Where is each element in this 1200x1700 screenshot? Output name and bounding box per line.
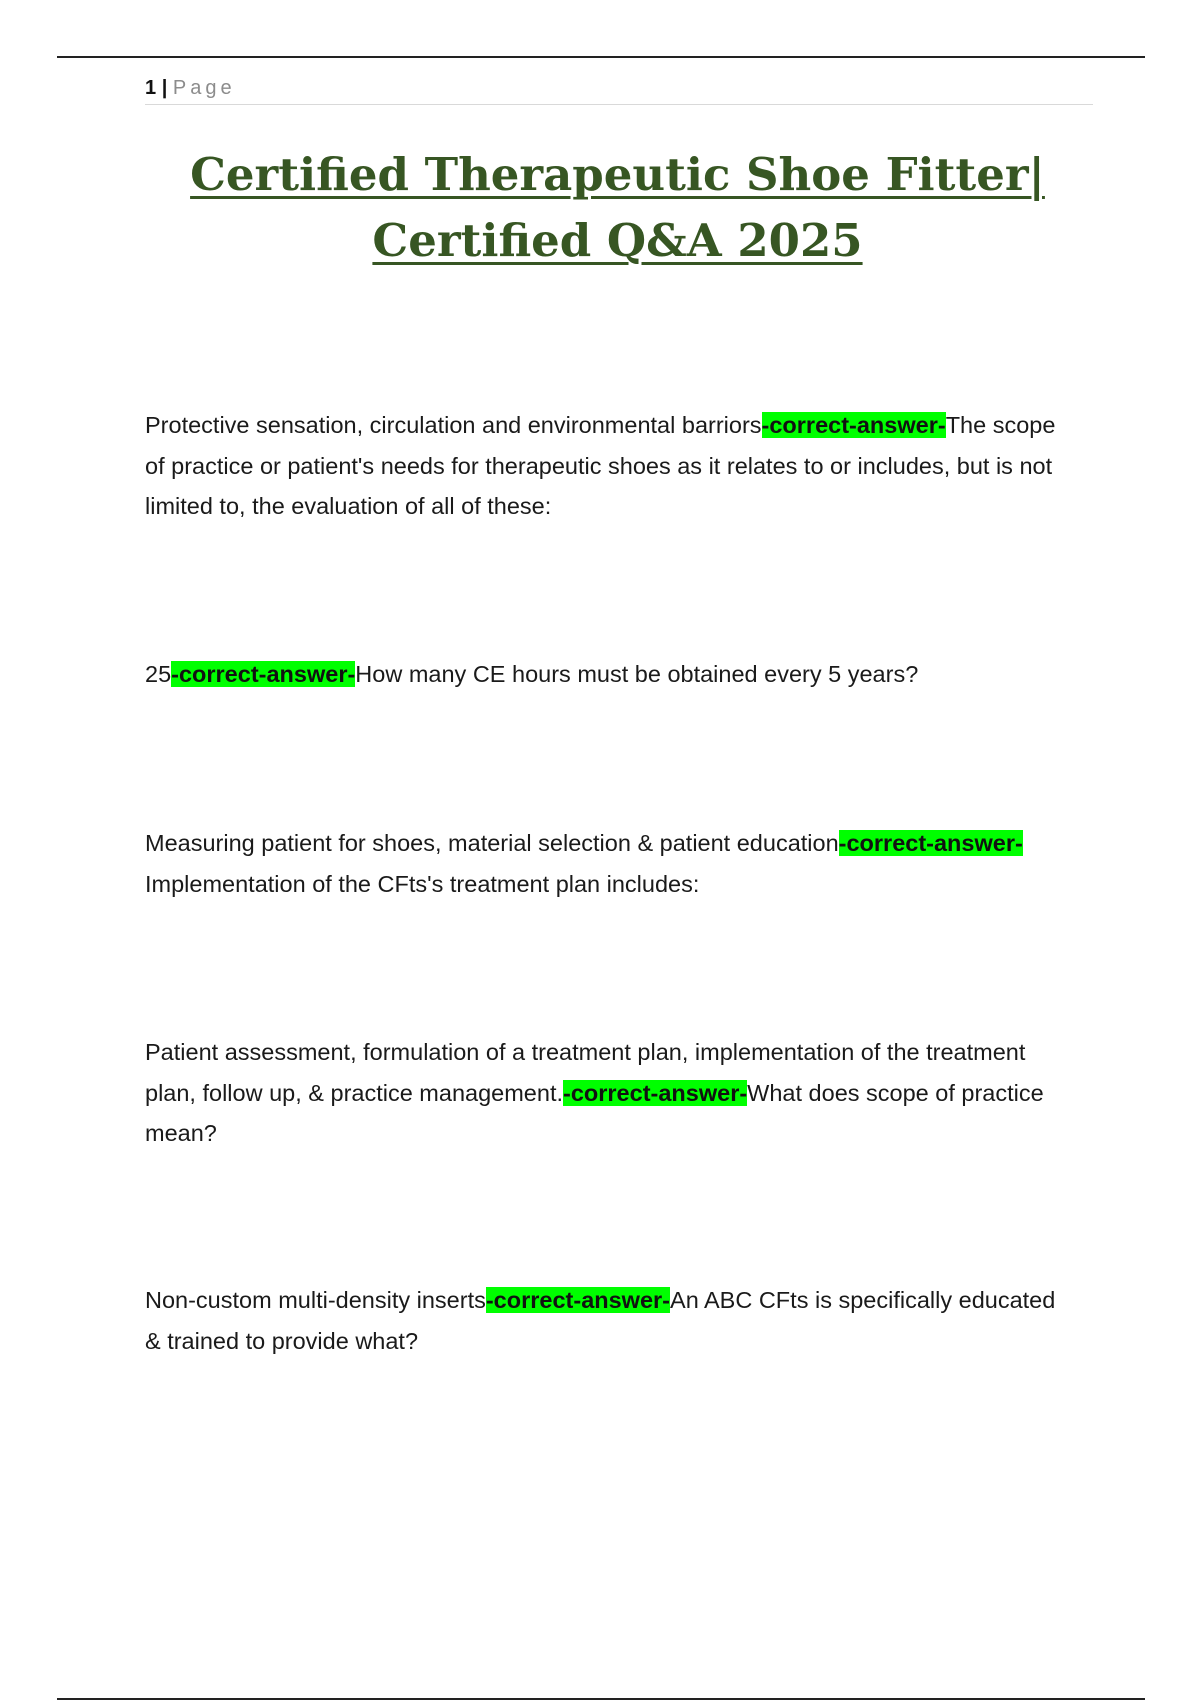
correct-answer-marker: -correct-answer- [563, 1079, 748, 1106]
answer-text: Measuring patient for shoes, material selection & patient education [145, 830, 839, 856]
question-text: How many CE hours must be obtained every 5 years? [355, 661, 919, 687]
answer-text: Non-custom multi-density inserts [145, 1287, 486, 1313]
correct-answer-marker: -correct-answer- [485, 1287, 671, 1313]
qa-item [145, 823, 1075, 904]
qa-item [145, 405, 1075, 527]
question-text: Implementation of the CFts's treatment plan includes: [145, 870, 700, 897]
answer-text: Patient assessment, formulation of a treatment plan, implementation of the treatment plan, follow up, & practice management. [145, 1039, 1026, 1106]
qa-item [145, 654, 1075, 695]
qa-item [145, 1280, 1075, 1361]
title-line-2: Certified Q&A 2025 [372, 214, 863, 267]
answer-text: 25 [145, 661, 172, 687]
qa-item [145, 1032, 1075, 1154]
question-text: An ABC CFts is specifically educated & trained to provide what? [145, 1287, 1056, 1354]
page-number: 1 [145, 77, 157, 99]
top-border-rule [57, 56, 1145, 58]
question-text: The scope of practice or patient's needs for therapeutic shoes as it relates to or includes, but is not limited to, the evaluation of all of these: [145, 412, 1056, 519]
page-label: Page [172, 77, 236, 99]
correct-answer-marker: -correct-answer- [761, 412, 946, 438]
document-title [100, 142, 1135, 274]
answer-text: Protective sensation, circulation and environmental barriors [145, 412, 762, 438]
question-text: What does scope of practice mean? [145, 1079, 1044, 1146]
page-header [145, 74, 1093, 105]
correct-answer-marker: -correct-answer- [838, 830, 1023, 856]
page-separator: | [161, 77, 168, 99]
title-line-1: Certified Therapeutic Shoe Fitter| [190, 148, 1045, 201]
correct-answer-marker: -correct-answer- [171, 661, 356, 687]
